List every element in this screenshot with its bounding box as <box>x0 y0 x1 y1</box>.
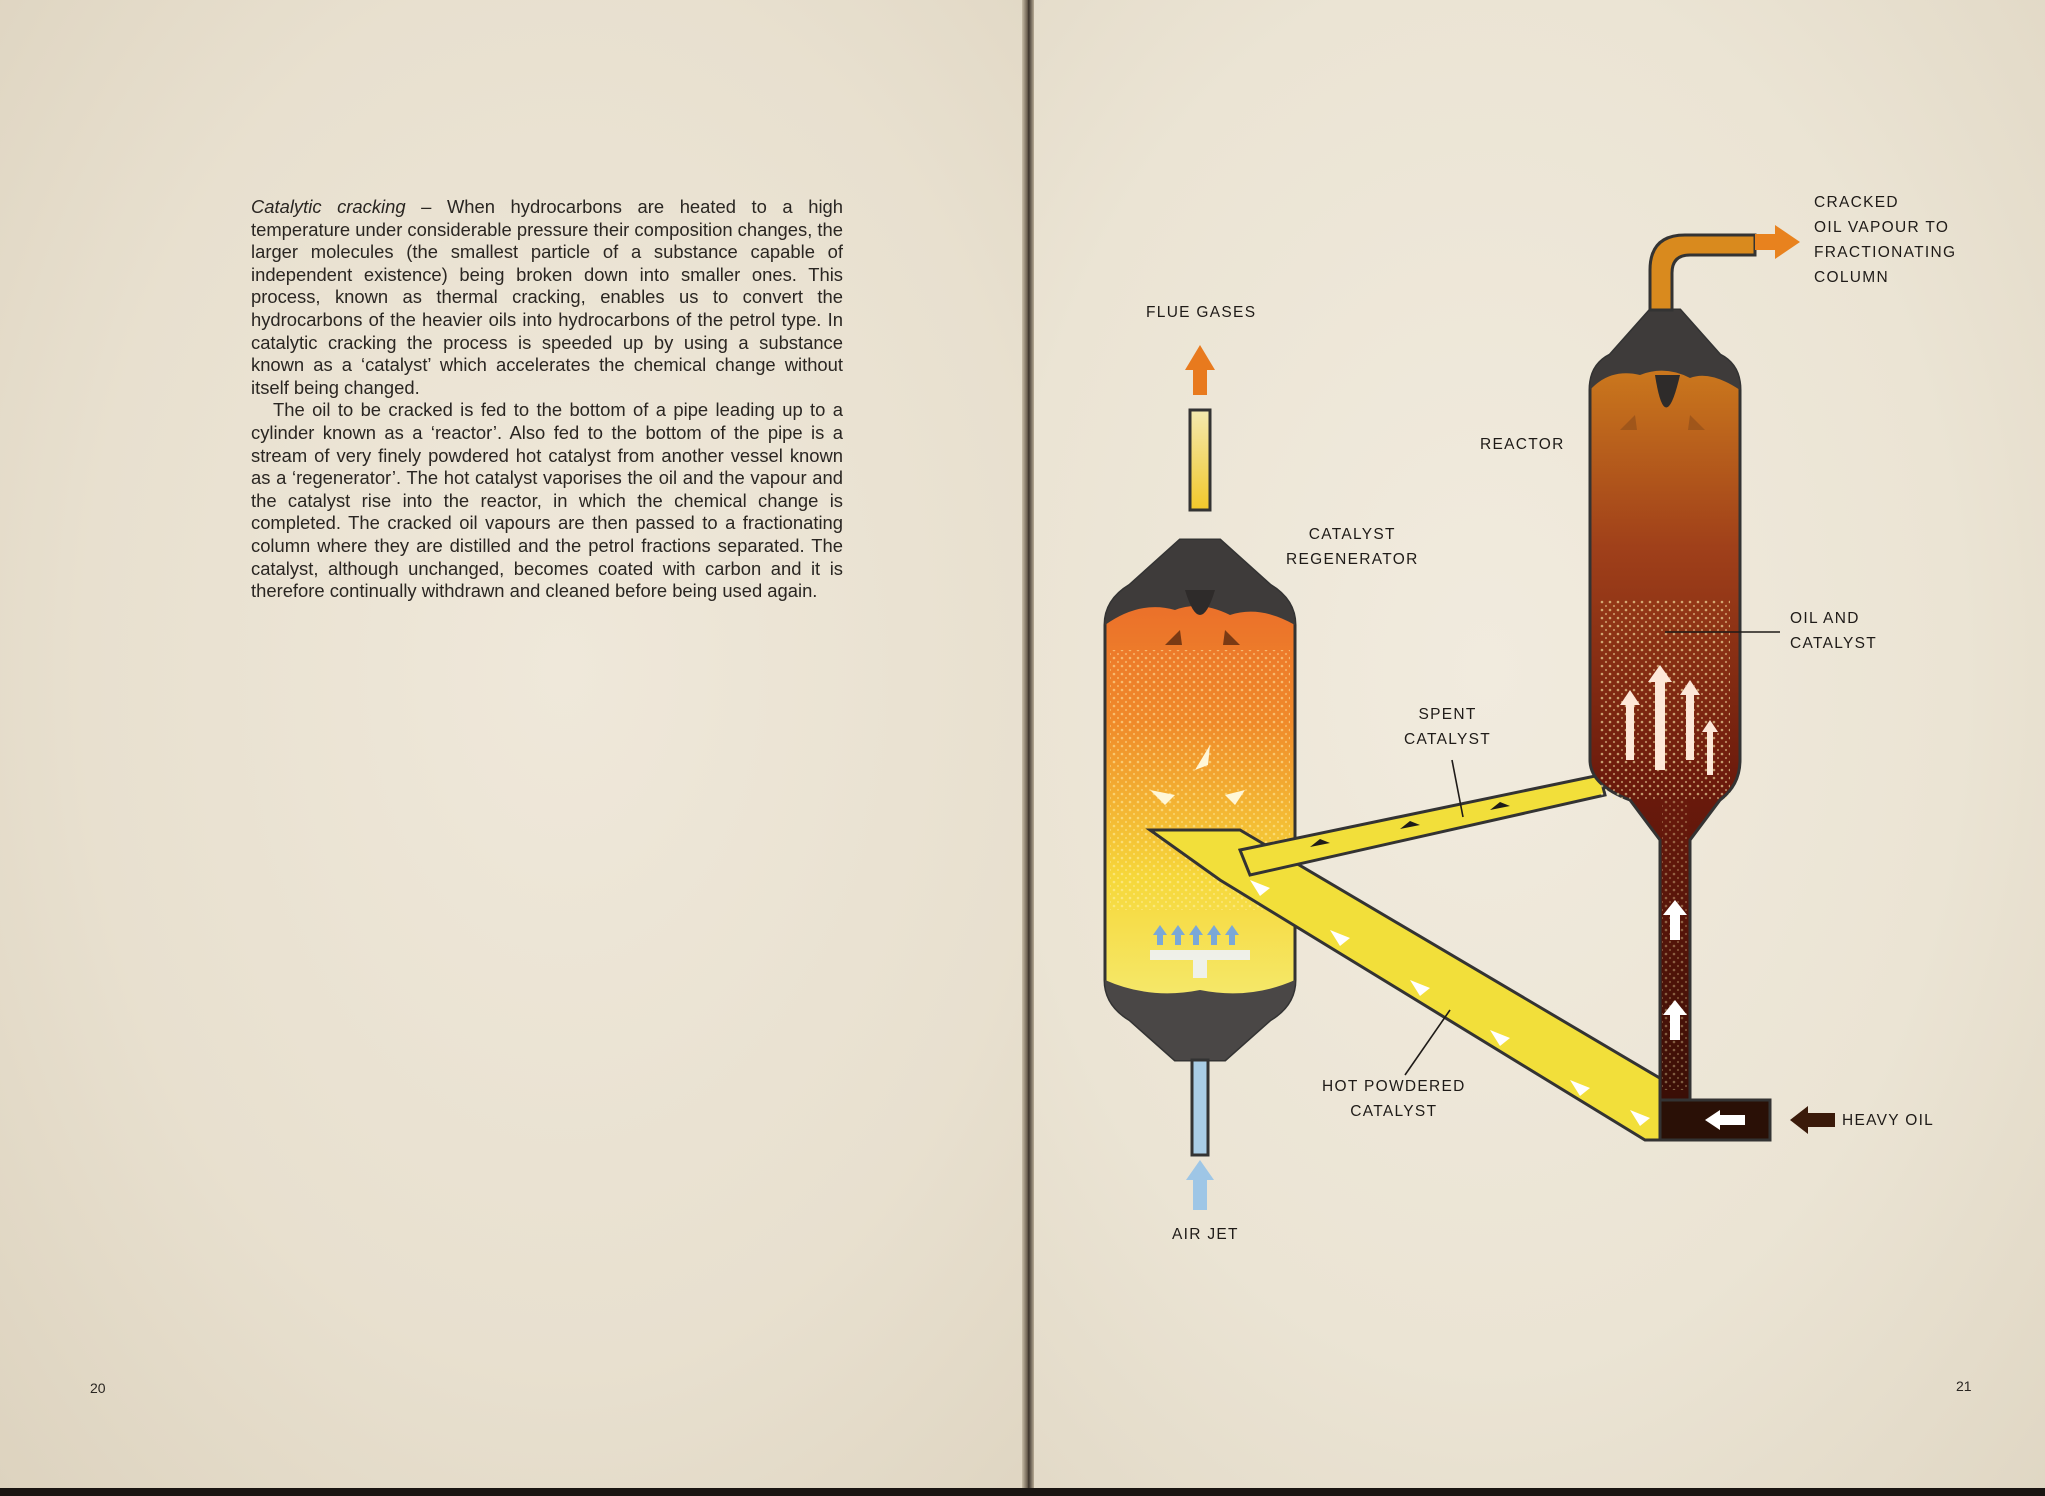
spent-catalyst-pipe <box>1240 775 1605 875</box>
flue-gas-arrow-icon <box>1185 345 1215 395</box>
page-number-left: 20 <box>90 1380 106 1396</box>
label-regenerator-line2: REGENERATOR <box>1286 551 1419 568</box>
page-number-right: 21 <box>1956 1378 1972 1394</box>
label-hot-powdered-line1: HOT POWDERED <box>1322 1078 1466 1095</box>
label-spent-line2: CATALYST <box>1404 731 1492 748</box>
label-cracked-line3: FRACTIONATING <box>1814 244 1957 261</box>
cracked-vapour-arrow-icon <box>1755 225 1800 259</box>
air-jet-pipe <box>1192 1060 1208 1155</box>
paragraph-1-text: – When hydrocarbons are heated to a high temperature under considerable pressure their composition changes, the larger molecules (the smallest particle of a substance capable of independent existence) being broken down into smaller ones. This process, known as thermal cracking, enables us to convert the hydrocarbons of the heavier oils into hydrocarbons of the petrol type. In catalytic cracking the process is speeded up by using a substance known as a ‘catalyst’ which accelerates the chemical change without itself being changed. <box>251 196 844 398</box>
label-spent-line1: SPENT <box>1418 706 1477 723</box>
label-heavy-oil: HEAVY OIL <box>1842 1112 1935 1129</box>
label-cracked-oil-vapour <box>1814 190 1956 290</box>
label-hot-powdered-catalyst <box>1322 1074 1466 1124</box>
label-oil-and-catalyst <box>1790 606 1877 656</box>
label-oil-catalyst-line2: CATALYST <box>1790 635 1878 652</box>
label-reactor: REACTOR <box>1480 436 1565 453</box>
label-spent-catalyst <box>1404 702 1491 752</box>
label-cracked-line2: OIL VAPOUR TO <box>1814 219 1950 236</box>
label-hot-powdered-line2: CATALYST <box>1350 1103 1438 1120</box>
label-cracked-line4: COLUMN <box>1814 269 1889 286</box>
paragraph-1-lead: Catalytic cracking <box>251 196 406 217</box>
label-oil-catalyst-line1: OIL AND <box>1790 610 1860 627</box>
label-flue-gases: FLUE GASES <box>1146 304 1257 321</box>
label-cracked-line1: CRACKED <box>1814 194 1899 211</box>
flue-gas-pipe <box>1190 410 1210 510</box>
heavy-oil-inlet-pipe <box>1660 1100 1770 1140</box>
heavy-oil-arrow-icon <box>1790 1106 1835 1134</box>
label-air-jet: AIR JET <box>1172 1226 1239 1243</box>
label-catalyst-regenerator <box>1286 522 1419 572</box>
paragraph-2: The oil to be cracked is fed to the bottom of a pipe leading up to a cylinder known as a ‘reactor’. Also fed to the bottom of the pipe is a stream of very finely powdered hot catalyst from another vessel known as a ‘regenerator’. The hot catalyst vaporises the oil and the vapour and the catalyst rise into the reactor, in which the chemical change is completed. The cracked oil vapours are then passed to a fractionating column where they are distilled and the petrol fractions separated. The catalyst, although unchanged, becomes coated with carbon and it is therefore continually withdrawn and cleaned before being used again. <box>251 399 843 602</box>
cracked-vapour-outlet-pipe <box>1650 235 1755 310</box>
label-regenerator-line1: CATALYST <box>1308 526 1396 543</box>
air-jet-arrow-icon <box>1186 1160 1214 1210</box>
